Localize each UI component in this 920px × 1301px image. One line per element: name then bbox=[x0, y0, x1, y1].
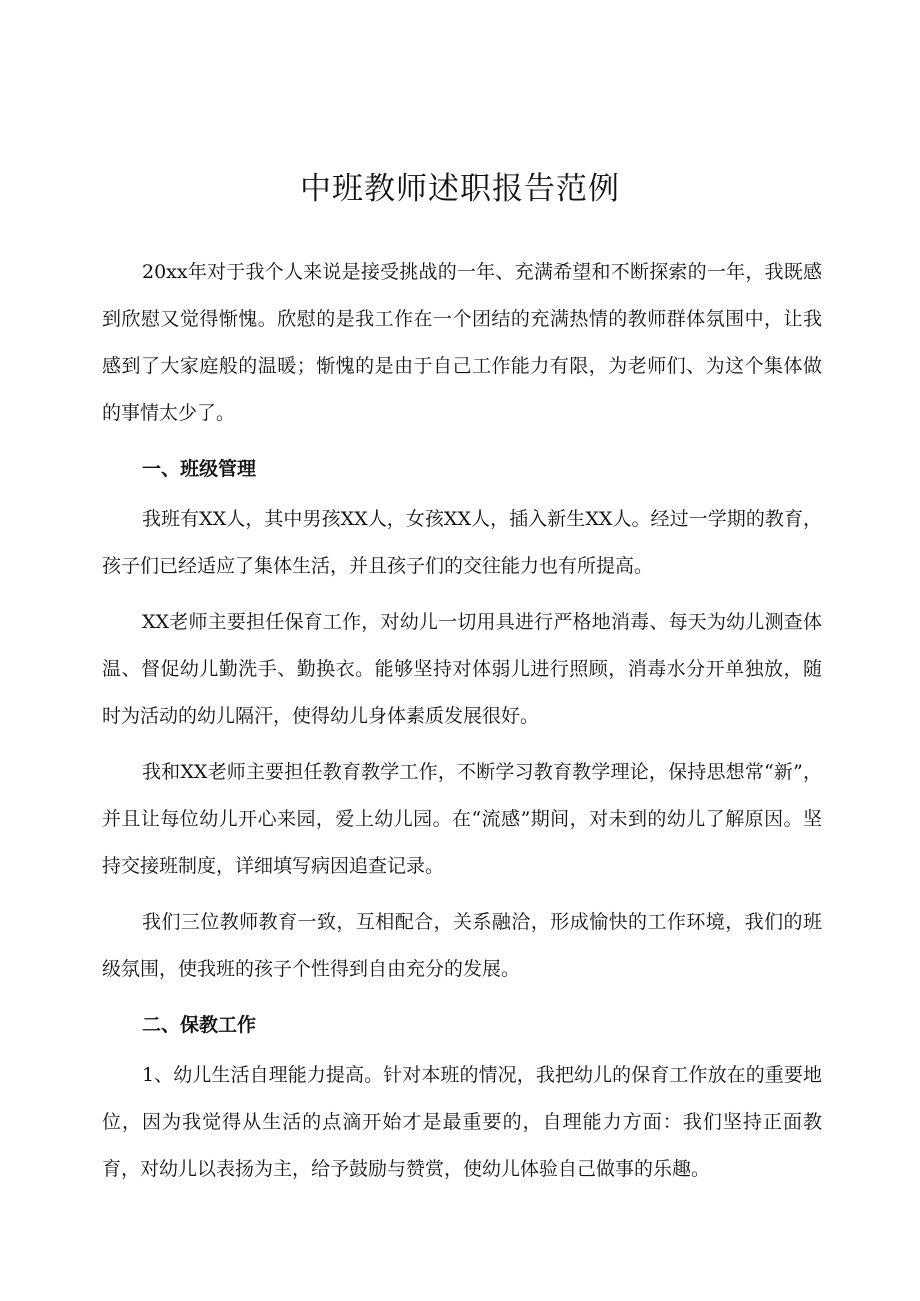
document-body bbox=[102, 249, 822, 1193]
intro-paragraph: 20xx年对于我个人来说是接受挑战的一年、充满希望和不断探索的一年，我既感到欣慰又觉得惭愧。欣慰的是我工作在一个团结的充满热情的教师群体氛围中，让我感到了大家庭般的温暖；惭愧的是由于自己工作能力有限，为老师们、为这个集体做的事情太少了。 bbox=[102, 261, 822, 424]
document-title: 中班教师述职报告范例 bbox=[300, 171, 620, 207]
paragraph-teaching-work: 我和XX老师主要担任教育教学工作，不断学习教育教学理论，保持思想常“新”，并且让每位幼儿开心来园，爱上幼儿园。在“流感”期间，对未到的幼儿了解原因。坚持交接班制度，详细填写病因追查记录。 bbox=[102, 761, 822, 877]
paragraph-care-work: XX老师主要担任保育工作，对幼儿一切用具进行严格地消毒、每天为幼儿测查体温、督促幼儿勤洗手、勤换衣。能够坚持对体弱儿进行照顾，消毒水分开单独放，随时为活动的幼儿隔汗，使得幼儿身体素质发展很好。 bbox=[102, 611, 822, 727]
paragraph-class-size: 我班有XX人，其中男孩XX人，女孩XX人，插入新生XX人。经过一学期的教育，孩子们已经适应了集体生活，并且孩子们的交往能力也有所提高。 bbox=[102, 508, 822, 577]
paragraph-self-care: 1、幼儿生活自理能力提高。针对本班的情况，我把幼儿的保育工作放在的重要地位，因为我觉得从生活的点滴开始才是最重要的，自理能力方面：我们坚持正面教育，对幼儿以表扬为主，给予鼓励与赞赏，使幼儿体验自己做事的乐趣。 bbox=[102, 1064, 822, 1180]
section-heading-care-education: 二、保教工作 bbox=[142, 1014, 257, 1036]
section-heading-class-management: 一、班级管理 bbox=[142, 458, 257, 480]
paragraph-teamwork: 我们三位教师教育一致，互相配合，关系融洽，形成愉快的工作环境，我们的班级氛围，使我班的孩子个性得到自由充分的发展。 bbox=[102, 911, 822, 980]
